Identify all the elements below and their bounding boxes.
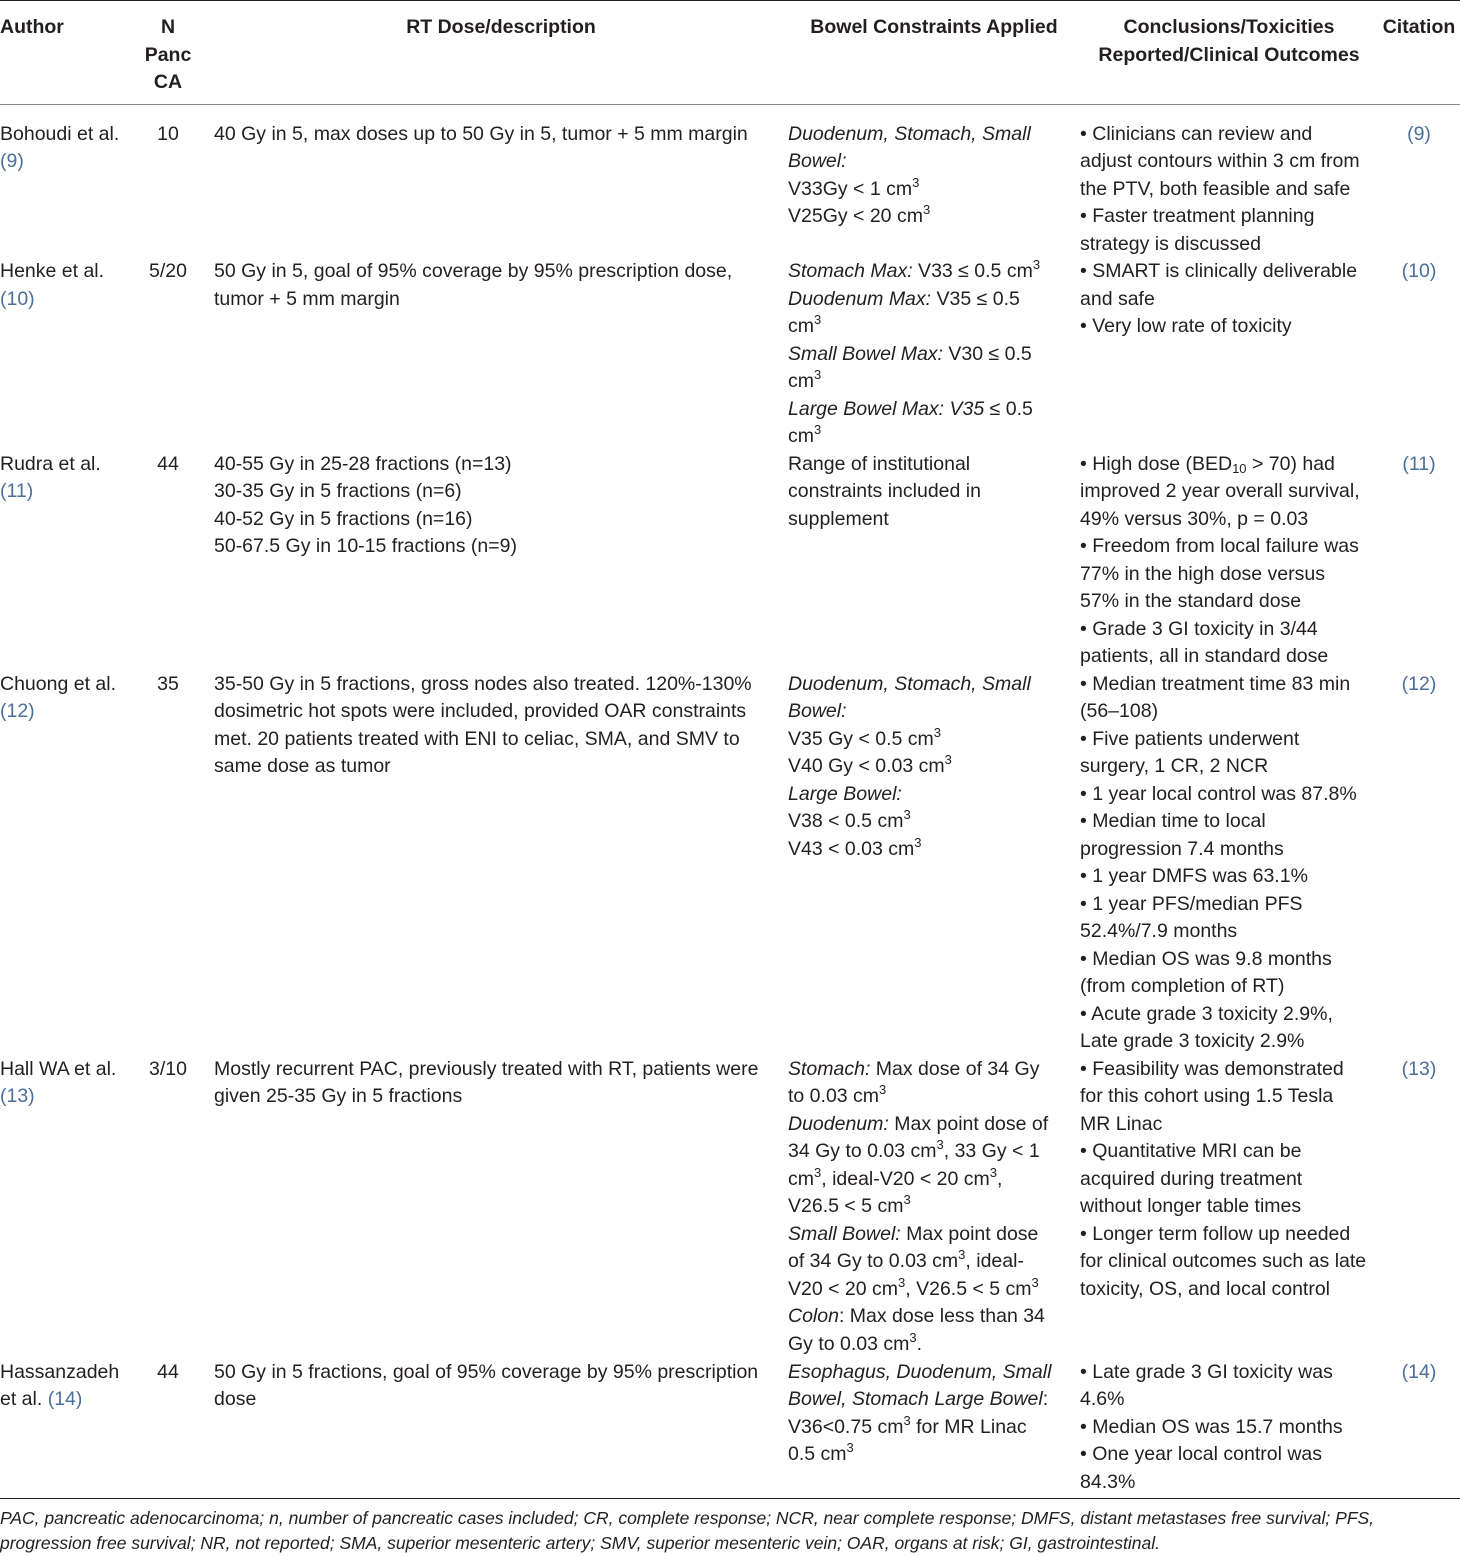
conclusion-line: • One year local control was — [1080, 1443, 1323, 1465]
constraint-text: of 34 Gy to 0.03 cm — [788, 1250, 959, 1272]
constraint-text: Max dose of 34 Gy — [870, 1057, 1040, 1080]
constraint-line — [788, 313, 1080, 341]
constraint-line — [788, 753, 1080, 781]
conclusion-line: 77% in the high dose versus — [1080, 562, 1325, 585]
rt-line: given 25-35 Gy in 5 fractions — [214, 1085, 463, 1107]
constraint-line — [788, 478, 1080, 506]
constraint-line — [788, 1111, 1080, 1139]
conclusion-line: the PTV, both feasible and safe — [1080, 177, 1351, 200]
constraint-organ: Small Bowel Max: — [788, 342, 943, 365]
bowel-constraints-cell — [788, 1359, 1080, 1499]
conclusion-line: • Acute grade 3 toxicity 2.9%, — [1080, 1002, 1333, 1025]
rt-dose-cell — [214, 451, 788, 671]
rt-dose-cell — [214, 258, 788, 451]
author-ref-link[interactable]: (9) — [0, 150, 24, 172]
constraint-organ: Duodenum, Stomach, Small — [788, 122, 1031, 145]
constraint-text: constraints included in — [788, 480, 981, 502]
conclusion-line: 52.4%/7.9 months — [1080, 920, 1238, 942]
conclusion-line: • Clinicians can review and — [1080, 122, 1313, 145]
table-row — [0, 258, 1460, 451]
conclusion-line: MR Linac — [1080, 1112, 1163, 1135]
author-cell — [0, 451, 122, 671]
conclusion-line: • Freedom from local failure was — [1080, 535, 1359, 557]
conclusions-cell — [1080, 671, 1378, 1056]
rt-line: same dose as tumor — [214, 755, 391, 777]
conclusions-cell — [1080, 1359, 1378, 1499]
rt-line: 30-35 Gy in 5 fractions (n=6) — [214, 480, 462, 502]
constraint-line — [788, 1386, 1080, 1414]
rt-line: 40-52 Gy in 5 fractions (n=16) — [214, 507, 473, 530]
constraint-sup: 3 — [912, 174, 920, 190]
rt-dose-cell — [214, 1359, 788, 1499]
author-name: Hall WA et al. — [0, 1057, 117, 1080]
constraint-text: Max point dose of — [888, 1112, 1049, 1135]
constraint-line — [788, 1248, 1080, 1276]
conclusion-line: • 1 year PFS/median PFS — [1080, 892, 1303, 915]
constraint-sup: 3 — [909, 1329, 917, 1345]
rt-line: 35-50 Gy in 5 fractions, gross nodes also treated. 120%-130% — [214, 672, 752, 695]
constraint-text: Max point dose — [900, 1222, 1039, 1245]
conclusion-line: (from completion of RT) — [1080, 975, 1285, 997]
constraint-line — [788, 1221, 1080, 1249]
conclusions-cell — [1080, 451, 1378, 671]
constraint-organ: Colon — [788, 1305, 839, 1327]
author-name: Henke et al. — [0, 260, 105, 282]
conclusion-sub: 10 — [1232, 460, 1247, 476]
header-n-panc-ca: N Panc CA — [144, 16, 192, 93]
constraint-text: V38 < 0.5 cm — [788, 810, 904, 832]
constraint-line — [788, 121, 1080, 149]
constraint-text: supplement — [788, 507, 889, 530]
bowel-constraints-cell — [788, 671, 1080, 1056]
constraint-line — [788, 1414, 1080, 1442]
citation-link[interactable]: (11) — [1402, 452, 1436, 475]
constraint-line — [788, 698, 1080, 726]
constraint-sup: 3 — [903, 807, 911, 822]
constraint-line — [788, 808, 1080, 836]
constraint-text: . — [916, 1332, 923, 1355]
constraint-text: to 0.03 cm — [788, 1085, 880, 1107]
conclusion-line: • Late grade 3 GI toxicity was — [1080, 1360, 1333, 1383]
conclusion-text: > 70) had — [1246, 452, 1335, 475]
constraint-text: 34 Gy to 0.03 cm — [788, 1140, 937, 1162]
conclusion-line: patients, all in standard dose — [1080, 645, 1329, 667]
conclusion-line: surgery, 1 CR, 2 NCR — [1080, 755, 1269, 777]
constraint-text: , V26.5 < 5 cm — [905, 1277, 1032, 1300]
constraint-line — [788, 203, 1080, 231]
constraint-line — [788, 1166, 1080, 1194]
constraint-line — [788, 1303, 1080, 1331]
n-cell: 5/20 — [149, 260, 187, 282]
conclusion-line: • Median treatment time 83 min — [1080, 672, 1351, 695]
constraint-organ: Bowel, Stomach Large Bowel — [788, 1388, 1043, 1410]
citation-link[interactable]: (12) — [1401, 672, 1437, 695]
header-citation: Citation — [1382, 16, 1456, 38]
constraint-text: V26.5 < 5 cm — [788, 1195, 904, 1217]
n-cell: 35 — [157, 672, 179, 695]
rt-dose-cell — [214, 108, 788, 259]
constraint-sup: 3 — [1032, 258, 1041, 272]
citation-cell — [1378, 671, 1460, 1056]
constraint-text: V36<0.75 cm — [788, 1415, 904, 1438]
constraint-text: Gy to 0.03 cm — [788, 1332, 910, 1355]
constraint-text: ≤ 0.5 — [984, 397, 1033, 420]
author-cell — [0, 108, 122, 259]
author-line2 — [0, 1083, 122, 1111]
constraint-text: V25Gy < 20 cm — [788, 205, 923, 227]
author-cell — [0, 671, 122, 1056]
table-footnote: PAC, pancreatic adenocarcinoma; n, number of pancreatic cases included; CR, complete response; NCR, near complete response; DMFS, distant metastases free survival; PFS, progression free survival; NR, not reported; SMA, superior mesenteric artery; SMV, superior mesenteric vein; OAR, organs at risk; GI, gastrointestinal. — [0, 1508, 1375, 1553]
rt-line: 40-55 Gy in 25-28 fractions (n=13) — [214, 452, 512, 475]
conclusion-line: • SMART is clinically deliverable — [1080, 260, 1358, 282]
conclusion-line: • 1 year local control was 87.8% — [1080, 782, 1357, 805]
table-row — [0, 671, 1460, 1056]
rt-line: 50-67.5 Gy in 10-15 fractions (n=9) — [214, 535, 517, 557]
bowel-constraints-cell — [788, 451, 1080, 671]
rt-line: 50 Gy in 5, goal of 95% coverage by 95% prescription dose, — [214, 260, 733, 282]
n-cell: 3/10 — [149, 1057, 187, 1080]
rt-dose-cell — [214, 1056, 788, 1359]
conclusion-line: • Median time to local — [1080, 810, 1266, 832]
constraint-text: V40 Gy < 0.03 cm — [788, 755, 945, 777]
rt-line: met. 20 patients treated with ENI to celiac, SMA, and SMV to — [214, 727, 740, 750]
header-author: Author — [0, 16, 64, 38]
table-row — [0, 108, 1460, 259]
rt-line: dosimetric hot spots were included, provided OAR constraints — [214, 700, 747, 722]
constraint-organ: Esophagus, Duodenum, Small — [788, 1360, 1052, 1383]
author-cell — [0, 1056, 122, 1359]
conclusion-line: for this cohort using 1.5 Tesla — [1080, 1085, 1334, 1107]
constraint-organ: Large Bowel Max: V35 — [788, 397, 985, 420]
citation-link[interactable]: (13) — [1401, 1057, 1437, 1080]
constraint-text: V20 < 20 cm — [788, 1277, 899, 1300]
constraint-sup: 3 — [814, 367, 822, 382]
constraint-line — [788, 286, 1080, 314]
conclusion-line: progression 7.4 months — [1080, 837, 1284, 860]
constraint-text: cm — [788, 370, 814, 392]
citation-link[interactable]: (9) — [1407, 122, 1431, 145]
constraint-text: cm — [788, 425, 814, 447]
author-name: Rudra et al. — [0, 452, 101, 475]
constraint-line — [788, 1056, 1080, 1084]
conclusions-cell — [1080, 108, 1378, 259]
constraint-sup: 3 — [933, 724, 942, 740]
citation-cell — [1378, 1359, 1460, 1499]
conclusions-cell — [1080, 258, 1378, 451]
constraint-text: V33Gy < 1 cm — [788, 177, 913, 200]
author-name: Chuong et al. — [0, 672, 117, 695]
n-cell: 44 — [157, 1360, 179, 1383]
constraint-line — [788, 176, 1080, 204]
constraint-line — [788, 451, 1080, 479]
constraint-organ: Stomach Max: — [788, 260, 913, 282]
author-name: Hassanzadeh — [0, 1360, 120, 1383]
constraint-line — [788, 1331, 1080, 1359]
author-line2 — [0, 148, 122, 176]
constraint-line — [788, 506, 1080, 534]
conclusion-line: 57% in the standard dose — [1080, 590, 1302, 612]
constraint-line — [788, 258, 1080, 286]
constraint-text: V33 ≤ 0.5 cm — [912, 260, 1033, 282]
conclusion-line: • Median OS was 9.8 months — [1080, 947, 1332, 970]
constraint-line — [788, 148, 1080, 176]
constraint-organ: Small Bowel: — [788, 1222, 901, 1245]
constraint-text: , ideal-V20 < 20 cm — [821, 1167, 990, 1190]
conclusion-line: • Faster treatment planning — [1080, 205, 1315, 227]
constraint-sup: 3 — [936, 1137, 944, 1152]
citation-link[interactable]: (10) — [1401, 260, 1437, 282]
conclusion-line: 49% versus 30%, p = 0.03 — [1080, 507, 1309, 530]
author-ref-link[interactable]: (11) — [0, 480, 34, 502]
constraint-sup: 3 — [989, 1164, 998, 1180]
constraint-line — [788, 396, 1080, 424]
table-row — [0, 451, 1460, 671]
constraint-sup: 3 — [814, 422, 822, 437]
author-line2 — [0, 478, 122, 506]
conclusion-line: without longer table times — [1080, 1195, 1302, 1217]
constraint-sup: 3 — [914, 834, 922, 850]
conclusion-line: toxicity, OS, and local control — [1080, 1277, 1330, 1300]
constraint-text: 0.5 cm — [788, 1443, 847, 1465]
table-row — [0, 1359, 1460, 1499]
conclusions-cell — [1080, 1056, 1378, 1359]
rt-line: Mostly recurrent PAC, previously treated with RT, patients were — [214, 1057, 759, 1080]
constraint-line — [788, 423, 1080, 451]
constraint-line — [788, 1193, 1080, 1221]
constraint-text: : Max dose less than 34 — [838, 1305, 1045, 1327]
constraint-organ: Duodenum: — [788, 1112, 889, 1135]
conclusion-line: Late grade 3 toxicity 2.9% — [1080, 1030, 1305, 1052]
n-cell: 10 — [157, 122, 179, 145]
constraint-line — [788, 781, 1080, 809]
rt-dose-cell — [214, 671, 788, 1056]
conclusion-line: • Quantitative MRI can be — [1080, 1140, 1302, 1162]
header-bowel-constraints: Bowel Constraints Applied — [810, 16, 1058, 38]
constraint-text: for MR Linac — [910, 1415, 1027, 1438]
conclusion-line: improved 2 year overall survival, — [1080, 480, 1360, 502]
conclusion-line: • Feasibility was demonstrated — [1080, 1057, 1344, 1080]
constraint-text: V30 ≤ 0.5 — [942, 342, 1032, 365]
author-cell — [0, 1359, 122, 1499]
author-name: Bohoudi et al. — [0, 122, 120, 145]
constraint-organ: Stomach: — [788, 1057, 871, 1080]
conclusion-line: strategy is discussed — [1080, 232, 1261, 255]
author-cell — [0, 258, 122, 451]
rt-line: dose — [214, 1388, 257, 1410]
constraint-sup: 3 — [958, 1247, 966, 1262]
conclusion-line: • Median OS was 15.7 months — [1080, 1415, 1343, 1438]
citation-cell — [1378, 1056, 1460, 1359]
constraint-organ: Duodenum Max: — [788, 287, 932, 310]
citation-cell — [1378, 258, 1460, 451]
conclusion-line: • Very low rate of toxicity — [1080, 315, 1292, 337]
constraint-text: , 33 Gy < 1 — [943, 1140, 1040, 1162]
constraint-line — [788, 1441, 1080, 1469]
author-line2 — [0, 698, 122, 726]
author-ref-link[interactable]: (10) — [0, 287, 35, 310]
constraint-line — [788, 836, 1080, 864]
constraint-line — [788, 1359, 1080, 1387]
rt-line: tumor + 5 mm margin — [214, 287, 400, 310]
conclusion-line: • Grade 3 GI toxicity in 3/44 — [1080, 617, 1318, 640]
bowel-constraints-cell — [788, 1056, 1080, 1359]
citation-cell — [1378, 451, 1460, 671]
constraint-text: : — [1042, 1388, 1049, 1410]
author-suffix: et al. — [0, 1388, 48, 1410]
rt-line: 50 Gy in 5 fractions, goal of 95% coverage by 95% prescription — [214, 1360, 759, 1383]
conclusion-line: • Longer term follow up needed — [1080, 1222, 1351, 1245]
author-line2 — [0, 286, 122, 314]
constraint-line — [788, 1083, 1080, 1111]
constraint-organ: Bowel: — [788, 700, 847, 722]
constraint-sup: 3 — [1031, 1274, 1039, 1290]
constraint-organ: Bowel: — [788, 150, 847, 172]
conclusion-line: (56–108) — [1080, 700, 1159, 722]
constraint-sup: 3 — [814, 1164, 822, 1180]
constraint-text: cm — [788, 315, 814, 337]
citation-cell — [1378, 108, 1460, 259]
bowel-constraints-cell — [788, 258, 1080, 451]
constraint-organ: Large Bowel: — [788, 782, 902, 805]
conclusion-line — [1080, 451, 1378, 479]
constraint-line — [788, 726, 1080, 754]
constraint-line — [788, 1138, 1080, 1166]
constraint-sup: 3 — [846, 1440, 854, 1455]
constraint-line — [788, 368, 1080, 396]
table-row — [0, 1056, 1460, 1359]
header-conclusions: Conclusions/Toxicities Reported/Clinical Outcomes — [1098, 16, 1360, 66]
constraint-text: cm — [788, 1167, 814, 1190]
constraint-sup: 3 — [944, 752, 952, 767]
constraint-organ: Duodenum, Stomach, Small — [788, 672, 1031, 695]
constraint-text: V35 ≤ 0.5 — [931, 287, 1020, 310]
constraint-line — [788, 1276, 1080, 1304]
n-cell: 44 — [157, 452, 179, 475]
constraint-text: V43 < 0.03 cm — [788, 837, 915, 860]
author-ref-link[interactable]: (12) — [0, 700, 35, 722]
author-line2 — [0, 1386, 122, 1414]
constraint-sup: 3 — [903, 1412, 911, 1428]
conclusion-line: and safe — [1080, 287, 1155, 310]
constraint-sup: 3 — [879, 1082, 887, 1097]
constraint-sup: 3 — [898, 1274, 906, 1290]
rt-line: 40 Gy in 5, max doses up to 50 Gy in 5, tumor + 5 mm margin — [214, 122, 748, 145]
conclusion-line: • 1 year DMFS was 63.1% — [1080, 865, 1308, 887]
constraint-line — [788, 341, 1080, 369]
author-ref-link[interactable]: (13) — [0, 1085, 35, 1107]
constraint-sup: 3 — [814, 312, 822, 327]
conclusion-line: for clinical outcomes such as late — [1080, 1250, 1367, 1272]
bowel-constraints-cell — [788, 108, 1080, 259]
constraint-sup: 3 — [903, 1192, 911, 1207]
conclusion-line: • Five patients underwent — [1080, 727, 1300, 750]
header-rt-dose: RT Dose/description — [406, 16, 596, 38]
constraint-text: V35 Gy < 0.5 cm — [788, 727, 934, 750]
conclusion-line: 4.6% — [1080, 1388, 1125, 1410]
conclusion-line: 84.3% — [1080, 1470, 1136, 1493]
constraint-sup: 3 — [922, 202, 931, 217]
conclusion-line: adjust contours within 3 cm from — [1080, 150, 1360, 172]
constraint-line — [788, 671, 1080, 699]
citation-link[interactable]: (14) — [1401, 1360, 1437, 1383]
constraint-text: Range of institutional — [788, 452, 971, 475]
constraint-text: , — [997, 1167, 1003, 1190]
header-row — [0, 0, 1460, 108]
conclusion-line: acquired during treatment — [1080, 1167, 1303, 1190]
constraint-text: , ideal- — [965, 1250, 1024, 1272]
conclusion-text: • High dose (BED — [1080, 452, 1233, 475]
author-ref-link[interactable]: (14) — [47, 1388, 83, 1410]
